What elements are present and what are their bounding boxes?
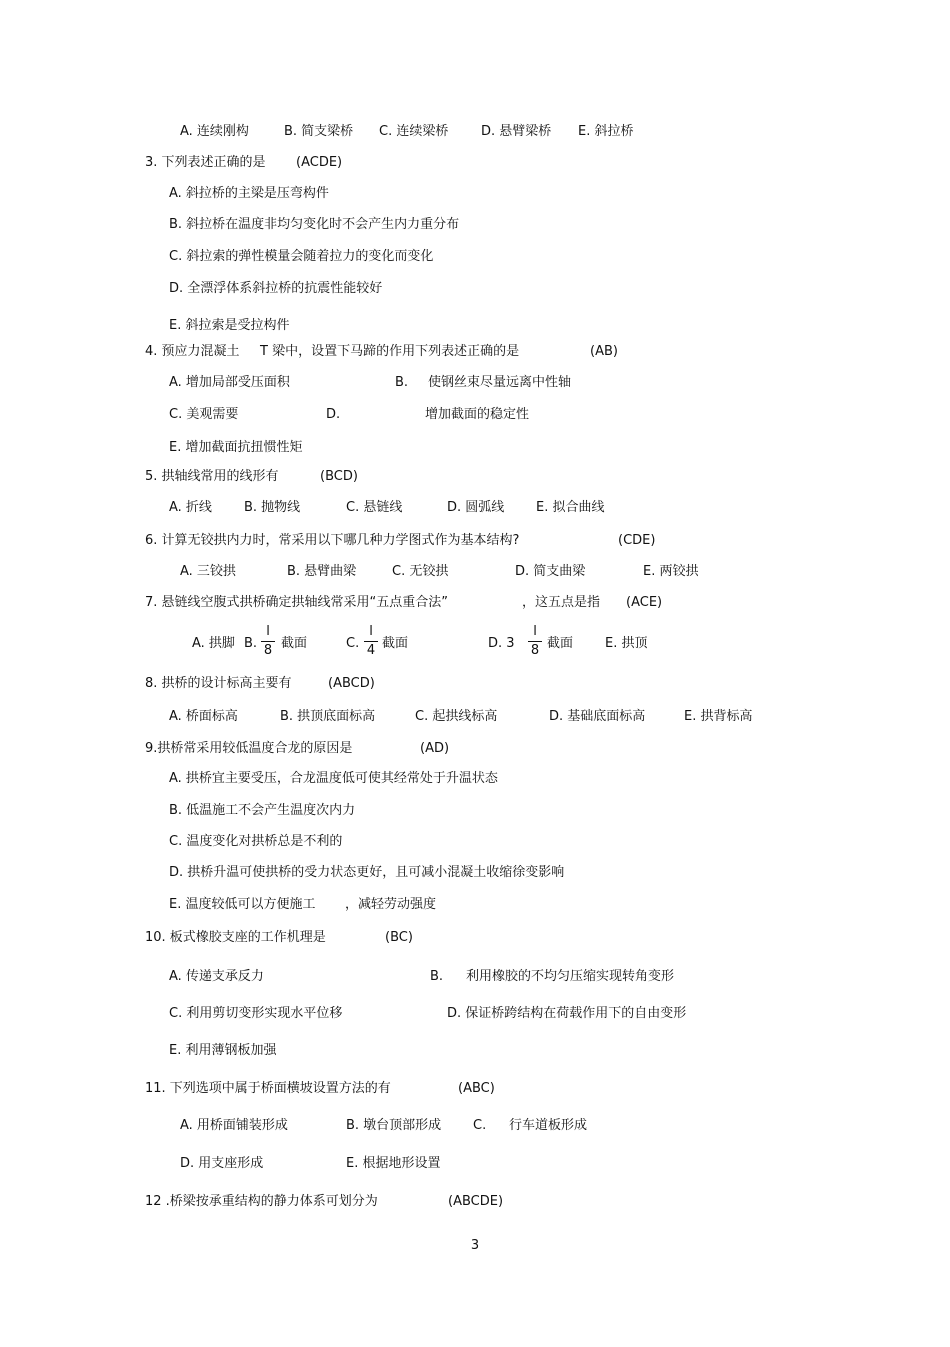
option-b: B. 低温施工不会产生温度次内力 — [169, 803, 356, 818]
fraction-bar — [261, 641, 275, 642]
option-b: B. 抛物线 — [244, 500, 301, 515]
option-e: E. 拟合曲线 — [536, 500, 605, 515]
option-c-label: C. — [473, 1118, 487, 1133]
question-stem: 8. 拱桥的设计标高主要有 — [145, 676, 292, 691]
option-e: E. 两铰拱 — [643, 564, 699, 579]
question-stem: 11. 下列选项中属于桥面横坡设置方法的有 — [145, 1081, 391, 1096]
fraction-l-over-8 — [528, 624, 542, 659]
option-b-label: B. — [430, 969, 444, 984]
option-c: C. 无铰拱 — [392, 564, 449, 579]
answer-key: (BCD) — [320, 469, 358, 484]
option-c: C. 斜拉索的弹性模量会随着拉力的变化而变化 — [169, 249, 434, 264]
fraction-l-over-8 — [261, 624, 275, 659]
answer-key: (BC) — [385, 930, 413, 945]
option-c: C. 温度变化对拱桥总是不利的 — [169, 834, 343, 849]
option-d: D. 保证桥跨结构在荷载作用下的自由变形 — [447, 1006, 687, 1021]
option-e: E. 斜拉桥 — [578, 124, 634, 139]
option-a: A. 三铰拱 — [180, 564, 236, 579]
question-stem: 12 .桥梁按承重结构的静力体系可划分为 — [145, 1194, 378, 1209]
question-stem-cont: T 梁中，设置下马蹄的作用下列表述正确的是 — [260, 344, 520, 359]
fraction-l-over-4 — [364, 624, 378, 659]
question-stem: 4. 预应力混凝土 — [145, 344, 240, 359]
option-d: D. 简支曲梁 — [515, 564, 586, 579]
fraction-numerator: l — [369, 624, 373, 639]
answer-key: (ABC) — [458, 1081, 495, 1096]
fraction-numerator: l — [266, 624, 270, 639]
fraction-denominator: 8 — [530, 643, 540, 658]
option-e: E. 增加截面抗扭惯性矩 — [169, 440, 303, 455]
question-stem: 10. 板式橡胶支座的工作机理是 — [145, 930, 326, 945]
option-c-tail: 截面 — [382, 636, 409, 651]
option-c: 行车道板形成 — [509, 1118, 588, 1133]
answer-key: (ACE) — [626, 595, 663, 610]
option-d: D. 用支座形成 — [180, 1156, 264, 1171]
option-d: D. 悬臂梁桥 — [481, 124, 552, 139]
option-a: A. 连续刚构 — [180, 124, 249, 139]
option-d: D. 基础底面标高 — [549, 709, 646, 724]
option-c: C. 起拱线标高 — [415, 709, 498, 724]
option-e: E. 拱背标高 — [684, 709, 753, 724]
option-c: C. 悬链线 — [346, 500, 403, 515]
option-e: E. 根据地形设置 — [346, 1156, 441, 1171]
answer-key: (ABCDE) — [448, 1194, 504, 1209]
option-b: 使钢丝束尽量远离中性轴 — [428, 375, 572, 390]
answer-key: (ABCD) — [328, 676, 375, 691]
option-b: B. 斜拉桥在温度非均匀变化时不会产生内力重分布 — [169, 217, 460, 232]
question-stem-cont: ，这五点是指 — [522, 595, 601, 610]
answer-key: (CDE) — [618, 533, 656, 548]
option-d-label: D. — [326, 407, 341, 422]
fraction-denominator: 8 — [263, 643, 273, 658]
option-d: D. 圆弧线 — [447, 500, 505, 515]
answer-key: (AB) — [590, 344, 618, 359]
option-b: B. 拱顶底面标高 — [280, 709, 376, 724]
option-b-label: B. — [395, 375, 409, 390]
page-number: 3 — [470, 1238, 480, 1253]
option-d: D. 拱桥升温可使拱桥的受力状态更好，且可减小混凝土收缩徐变影响 — [169, 865, 565, 880]
option-a: A. 拱桥宜主要受压，合龙温度低可使其经常处于升温状态 — [169, 771, 498, 786]
question-stem: 6. 计算无铰拱内力时，常采用以下哪几种力学图式作为基本结构? — [145, 533, 520, 548]
question-stem: 7. 悬链线空腹式拱桥确定拱轴线常采用“五点重合法” — [145, 595, 449, 610]
option-c: C. 连续梁桥 — [379, 124, 449, 139]
fraction-bar — [364, 641, 378, 642]
option-a: A. 增加局部受压面积 — [169, 375, 290, 390]
option-b: B. 悬臂曲梁 — [287, 564, 357, 579]
answer-key: (ACDE) — [296, 155, 343, 170]
option-b: B. 墩台顶部形成 — [346, 1118, 442, 1133]
fraction-numerator: l — [533, 624, 537, 639]
option-c: C. 利用剪切变形实现水平位移 — [169, 1006, 343, 1021]
question-stem: 9.拱桥常采用较低温度合龙的原因是 — [145, 741, 353, 756]
option-d-tail: 截面 — [547, 636, 574, 651]
question-stem: 3. 下列表述正确的是 — [145, 155, 266, 170]
option-a: A. 拱脚 — [192, 636, 235, 651]
option-b: 利用橡胶的不均匀压缩实现转角变形 — [466, 969, 675, 984]
option-d: D. 全漂浮体系斜拉桥的抗震性能较好 — [169, 281, 383, 296]
fraction-denominator: 4 — [366, 643, 376, 658]
option-e: E. 斜拉索是受拉构件 — [169, 318, 290, 333]
option-e: E. 利用薄钢板加强 — [169, 1043, 277, 1058]
option-e-cont: ，减轻劳动强度 — [345, 897, 437, 912]
option-a: A. 折线 — [169, 500, 212, 515]
option-c: C. 美观需要 — [169, 407, 239, 422]
option-a: A. 桥面标高 — [169, 709, 238, 724]
question-stem: 5. 拱轴线常用的线形有 — [145, 469, 279, 484]
option-e: E. 温度较低可以方便施工 — [169, 897, 316, 912]
fraction-bar — [528, 641, 542, 642]
option-b: B. 简支梁桥 — [284, 124, 354, 139]
option-a: A. 传递支承反力 — [169, 969, 264, 984]
option-b-label: B. — [244, 636, 258, 651]
option-c-label: C. — [346, 636, 360, 651]
answer-key: (AD) — [420, 741, 450, 756]
option-d: 增加截面的稳定性 — [425, 407, 530, 422]
option-d-label: D. 3 — [488, 636, 515, 651]
option-b-tail: 截面 — [281, 636, 308, 651]
option-a: A. 斜拉桥的主梁是压弯构件 — [169, 186, 329, 201]
option-e: E. 拱顶 — [605, 636, 648, 651]
option-a: A. 用桥面铺装形成 — [180, 1118, 288, 1133]
